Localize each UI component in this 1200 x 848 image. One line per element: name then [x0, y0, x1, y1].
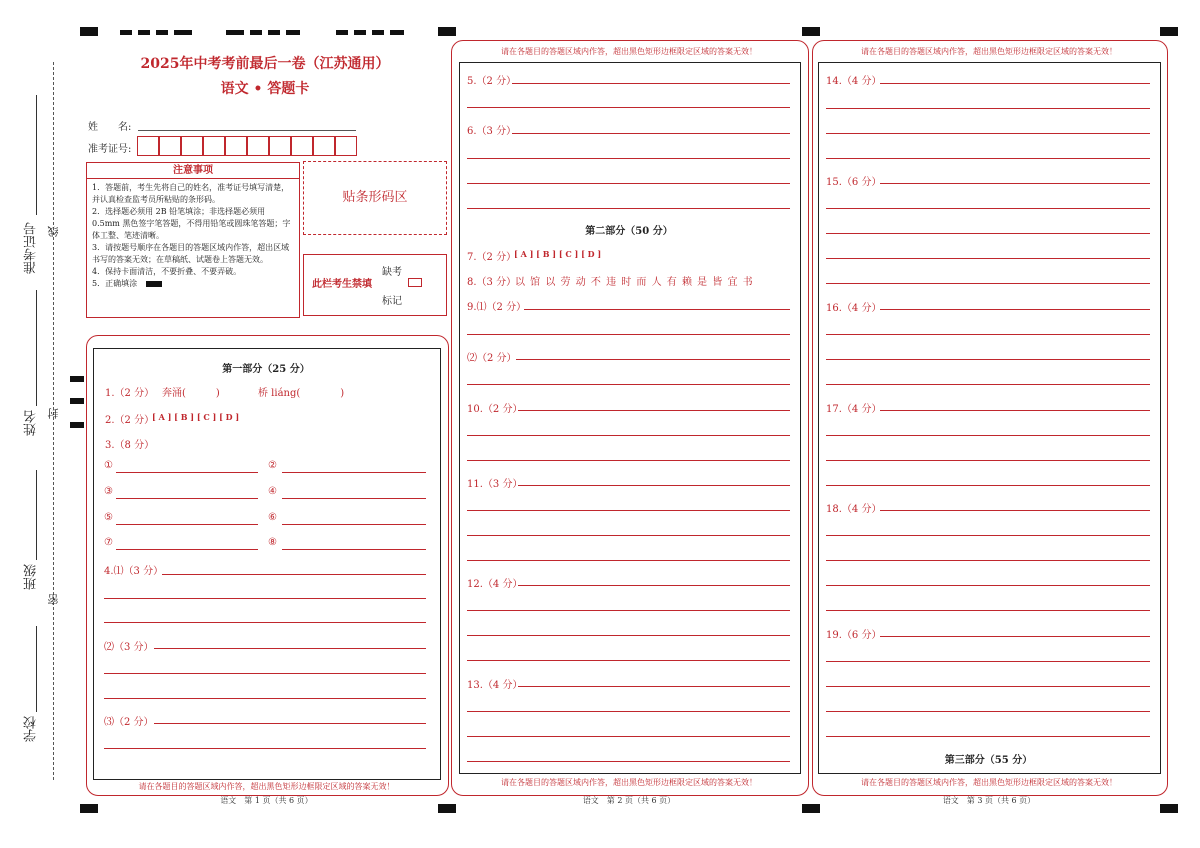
answer-line[interactable] [467, 183, 790, 184]
answer-line[interactable] [116, 524, 258, 525]
answer-line[interactable] [467, 510, 790, 511]
answer-line[interactable] [467, 711, 790, 712]
timing-mark [336, 30, 348, 35]
alignment-mark [438, 27, 456, 36]
answer-line[interactable] [826, 560, 1150, 561]
answer-line[interactable] [282, 524, 426, 525]
answer-line[interactable] [880, 309, 1150, 310]
answer-line[interactable] [880, 510, 1150, 511]
q6-label: 6.（3 分） [467, 126, 517, 137]
answer-line[interactable] [162, 574, 426, 575]
answer-line[interactable] [524, 309, 790, 310]
answer-line[interactable] [116, 549, 258, 550]
id-boxes[interactable] [137, 136, 359, 156]
answer-line[interactable] [467, 660, 790, 661]
q8-label: 8.（3 分） [467, 277, 517, 288]
answer-line[interactable] [826, 133, 1150, 134]
alignment-mark [802, 27, 820, 36]
q5-label: 5.（2 分） [467, 76, 517, 87]
absent-label: 此栏考生禁填 [312, 279, 372, 290]
page3-answer-frame [818, 62, 1161, 774]
side-label-school: 学校 [24, 716, 39, 742]
answer-line[interactable] [116, 472, 258, 473]
answer-line[interactable] [518, 410, 790, 411]
q3-mark: ③ [104, 486, 113, 497]
notice-item: 2．选择题必须用 2B 铅笔填涂；非选择题必须用 0.5mm 黑色签字笔答题，不得用铅笔或圆珠笔答题；字体工整、笔迹清晰。 [92, 207, 291, 240]
answer-line[interactable] [826, 334, 1150, 335]
name-field[interactable] [138, 130, 356, 131]
q3-mark: ② [268, 460, 277, 471]
answer-line[interactable] [282, 498, 426, 499]
answer-line[interactable] [826, 435, 1150, 436]
page1-warning: 请在各题目的答题区域内作答，超出黑色矩形边框限定区域的答案无效！ [138, 782, 395, 791]
notice-box [86, 162, 300, 318]
answer-line[interactable] [826, 258, 1150, 259]
answer-line[interactable] [104, 748, 426, 749]
answer-line[interactable] [104, 698, 426, 699]
page1-footer: 语文 第 1 页（共 6 页） [220, 796, 313, 805]
name-label: 姓 名: [88, 122, 132, 133]
side-label-name: 姓名 [24, 410, 39, 436]
timing-mark [354, 30, 366, 35]
timing-mark [286, 30, 300, 35]
answer-line[interactable] [512, 83, 790, 84]
answer-line[interactable] [467, 435, 790, 436]
q12-label: 12.（4 分） [467, 579, 523, 590]
answer-line[interactable] [518, 485, 790, 486]
answer-line[interactable] [826, 359, 1150, 360]
timing-mark [226, 30, 244, 35]
q9-1-label: 9.⑴（2 分） [467, 302, 527, 313]
answer-line[interactable] [826, 585, 1150, 586]
answer-line[interactable] [467, 107, 790, 108]
side-label-id: 准考证号 [24, 222, 39, 274]
answer-line[interactable] [282, 549, 426, 550]
q14-label: 14.（4 分） [826, 76, 882, 87]
timing-mark [70, 398, 84, 404]
timing-mark [70, 422, 84, 428]
barcode-area [303, 161, 447, 235]
q4-3-label: ⑶（2 分） [104, 717, 154, 728]
answer-line[interactable] [826, 686, 1150, 687]
q11-label: 11.（3 分） [467, 479, 523, 490]
answer-line[interactable] [467, 610, 790, 611]
answer-line[interactable] [104, 598, 426, 599]
q3-mark: ⑧ [268, 537, 277, 548]
page3-warning-top: 请在各题目的答题区域内作答，超出黑色矩形边框限定区域的答案无效！ [861, 47, 1117, 56]
q17-label: 17.（4 分） [826, 404, 882, 415]
page2-warning-top: 请在各题目的答题区域内作答，超出黑色矩形边框限定区域的答案无效！ [501, 47, 757, 56]
page2-warning: 请在各题目的答题区域内作答，超出黑色矩形边框限定区域的答案无效！ [501, 778, 757, 787]
side-underline-class [36, 470, 37, 560]
q3-mark: ⑥ [268, 512, 277, 523]
q4-2-label: ⑵（3 分） [104, 642, 154, 653]
answer-line[interactable] [467, 384, 790, 385]
side-label-line: 线 [47, 226, 60, 237]
q3-mark: ⑦ [104, 537, 113, 548]
answer-line[interactable] [154, 723, 426, 724]
answer-line[interactable] [880, 83, 1150, 84]
side-underline-school [36, 626, 37, 712]
q3-mark: ④ [268, 486, 277, 497]
answer-line[interactable] [880, 636, 1150, 637]
answer-line[interactable] [104, 673, 426, 674]
answer-line[interactable] [826, 610, 1150, 611]
side-underline-id [36, 95, 37, 215]
q8-characters[interactable]: 以 馆 以 劳 动 不 违 时 而 人 有 赖 是 皆 宜 书 [515, 277, 754, 288]
q1-label: 1.（2 分） [105, 388, 155, 399]
q10-label: 10.（2 分） [467, 404, 523, 415]
answer-line[interactable] [880, 183, 1150, 184]
page2-answer-frame [459, 62, 801, 774]
notice-item: 3．请按题号顺序在各题目的答题区域内作答，超出区域书写的答案无效；在草稿纸、试题卷上答题无效。 [92, 243, 290, 264]
answer-line[interactable] [467, 208, 790, 209]
timing-mark [156, 30, 168, 35]
answer-line[interactable] [826, 535, 1150, 536]
page-subtitle: 语文 • 答题卡 [220, 81, 310, 97]
alignment-mark [1160, 27, 1178, 36]
answer-line[interactable] [104, 622, 426, 623]
side-underline-name [36, 290, 37, 406]
q7-label: 7.（2 分） [467, 252, 517, 263]
q2-label: 2.（2 分） [105, 415, 155, 426]
section-1-title: 第一部分（25 分） [222, 364, 310, 375]
answer-line[interactable] [467, 158, 790, 159]
answer-line[interactable] [467, 560, 790, 561]
answer-line[interactable] [467, 460, 790, 461]
answer-line[interactable] [516, 359, 790, 360]
answer-line[interactable] [467, 635, 790, 636]
q1-item-a: 奔涌( ) [162, 388, 220, 399]
side-label-secret: 密 [47, 594, 60, 605]
q16-label: 16.（4 分） [826, 303, 882, 314]
answer-line[interactable] [282, 472, 426, 473]
timing-mark [174, 30, 192, 35]
q13-label: 13.（4 分） [467, 680, 523, 691]
notice-item: 4．保持卡面清洁，不要折叠、不要弄破。 [92, 267, 242, 276]
q4-1-label: 4.⑴（3 分） [104, 566, 164, 577]
page3-warning: 请在各题目的答题区域内作答，超出黑色矩形边框限定区域的答案无效！ [861, 778, 1117, 787]
absent-mark-2: 标记 [382, 296, 402, 307]
absent-mark-1: 缺考 [382, 267, 402, 278]
answer-line[interactable] [826, 384, 1150, 385]
q3-label: 3.（8 分） [105, 440, 155, 451]
timing-mark [120, 30, 132, 35]
q3-mark: ① [104, 460, 113, 471]
barcode-label: 贴条形码区 [342, 190, 408, 205]
notice-item: 5．正确填涂 [92, 279, 138, 288]
q3-mark: ⑤ [104, 512, 113, 523]
answer-line[interactable] [826, 711, 1150, 712]
timing-mark [372, 30, 384, 35]
absent-checkbox[interactable] [408, 278, 422, 287]
answer-line[interactable] [826, 233, 1150, 234]
id-label: 准考证号: [88, 144, 132, 155]
page-title: 2025年中考考前最后一卷（江苏通用） [140, 56, 390, 72]
binding-line [53, 62, 54, 780]
answer-line[interactable] [826, 208, 1150, 209]
q15-label: 15.（6 分） [826, 177, 882, 188]
answer-line[interactable] [826, 108, 1150, 109]
answer-line[interactable] [512, 133, 790, 134]
answer-line[interactable] [826, 485, 1150, 486]
answer-line[interactable] [826, 661, 1150, 662]
notice-title: 注意事项 [87, 163, 299, 179]
answer-line[interactable] [154, 648, 426, 649]
answer-line[interactable] [826, 460, 1150, 461]
answer-line[interactable] [826, 283, 1150, 284]
timing-mark [268, 30, 280, 35]
q1-item-b: 桥 liáng( ) [258, 388, 345, 399]
page3-footer: 语文 第 3 页（共 6 页） [942, 796, 1036, 805]
timing-mark [138, 30, 150, 35]
absent-box [303, 254, 447, 316]
answer-line[interactable] [518, 686, 790, 687]
section-3-title: 第三部分（55 分） [944, 755, 1033, 766]
answer-line[interactable] [826, 736, 1150, 737]
notice-item: 1．答题前，考生先将自己的姓名，准考证号填写清楚，并认真检查监考员所粘贴的条形码。 [92, 183, 290, 204]
answer-line[interactable] [467, 736, 790, 737]
answer-line[interactable] [467, 535, 790, 536]
page2-footer: 语文 第 2 页（共 6 页） [582, 796, 676, 805]
timing-mark [390, 30, 404, 35]
answer-line[interactable] [518, 585, 790, 586]
answer-line[interactable] [826, 158, 1150, 159]
answer-line[interactable] [467, 334, 790, 335]
q7-options[interactable]: [ A ] [ B ] [ C ] [ D ] [514, 249, 602, 259]
q9-2-label: ⑵（2 分） [467, 353, 517, 364]
section-2-title: 第二部分（50 分） [585, 226, 673, 237]
timing-mark [70, 376, 84, 382]
fill-sample [146, 281, 162, 287]
side-label-class: 班级 [24, 564, 39, 590]
side-label-seal: 封 [47, 408, 60, 419]
q18-label: 18.（4 分） [826, 504, 882, 515]
alignment-mark [80, 27, 98, 36]
answer-line[interactable] [467, 761, 790, 762]
q19-label: 19.（6 分） [826, 630, 882, 641]
q2-options[interactable]: [ A ] [ B ] [ C ] [ D ] [152, 412, 240, 422]
timing-mark [250, 30, 262, 35]
answer-line[interactable] [880, 410, 1150, 411]
answer-line[interactable] [116, 498, 258, 499]
